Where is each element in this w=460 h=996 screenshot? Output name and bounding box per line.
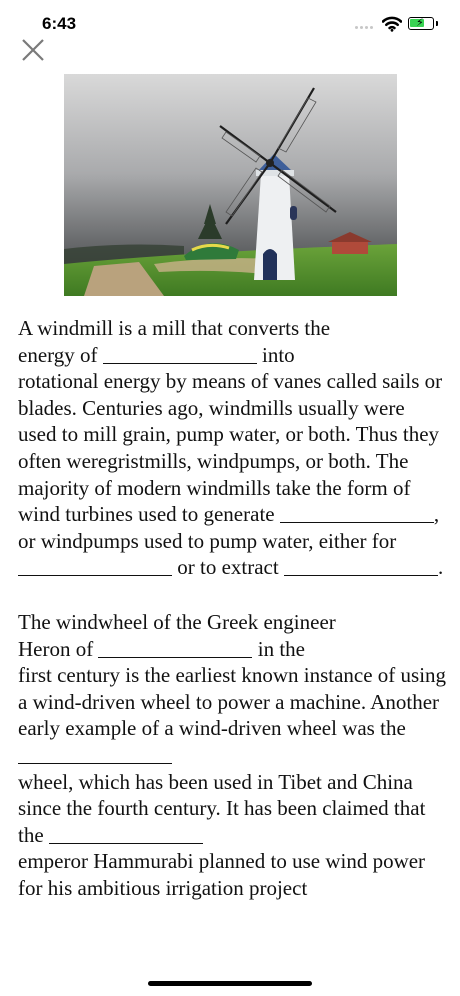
text-fragment: emperor Hammurabi planned to use wind power for his ambitious irrigation project — [18, 849, 426, 900]
text-fragment: Heron of — [18, 636, 94, 661]
text-fragment: , or windpumps used to — [18, 502, 440, 553]
windmill-photo — [64, 74, 397, 296]
text-fragment: or — [177, 555, 195, 580]
text-fragment: rotational energy by means of vanes called sails or blades. Centuries ago, windmills usually were used to mill grain, pump water, or both. Thus they often weregristmills, windpumps, or both. The majority of modern windmills take the form of wind turbines used to generate — [18, 369, 443, 527]
text-fragment: wheel, which has been used in Tibet and China since the fourth century. It has been claimed that the — [18, 769, 426, 847]
paragraph-2 — [18, 609, 448, 902]
cellular-signal-icon — [355, 26, 373, 29]
blank-3[interactable] — [18, 555, 172, 576]
blank-2[interactable] — [280, 502, 434, 523]
blank-1[interactable] — [103, 343, 257, 364]
text-fragment: . — [437, 555, 444, 580]
battery-charging-icon: ⚡ — [408, 17, 434, 30]
text-fragment: into — [262, 342, 295, 367]
blank-5[interactable] — [98, 637, 252, 658]
text-fragment: to extract — [200, 555, 279, 580]
status-bar — [0, 0, 460, 40]
text-fragment: energy of — [18, 342, 98, 367]
blank-4[interactable] — [284, 555, 438, 576]
cloze-passage — [18, 315, 448, 957]
close-icon[interactable] — [20, 37, 46, 63]
paragraph-1 — [18, 315, 448, 581]
line: A windmill is a mill that converts the — [18, 316, 331, 340]
text-fragment: first century is the earliest known instance of using a wind-driven wheel to power a machine. Another early example of a wind-driven wheel was the — [18, 663, 447, 741]
text-fragment: pump water, either for — [209, 528, 397, 553]
home-indicator[interactable] — [148, 981, 312, 986]
wifi-icon — [382, 16, 402, 32]
blank-6[interactable] — [18, 743, 172, 764]
text-fragment: in the — [257, 636, 305, 661]
blank-7[interactable] — [49, 823, 203, 844]
status-time: 6:43 — [42, 14, 77, 33]
line: The windwheel of the Greek engineer — [18, 609, 336, 634]
